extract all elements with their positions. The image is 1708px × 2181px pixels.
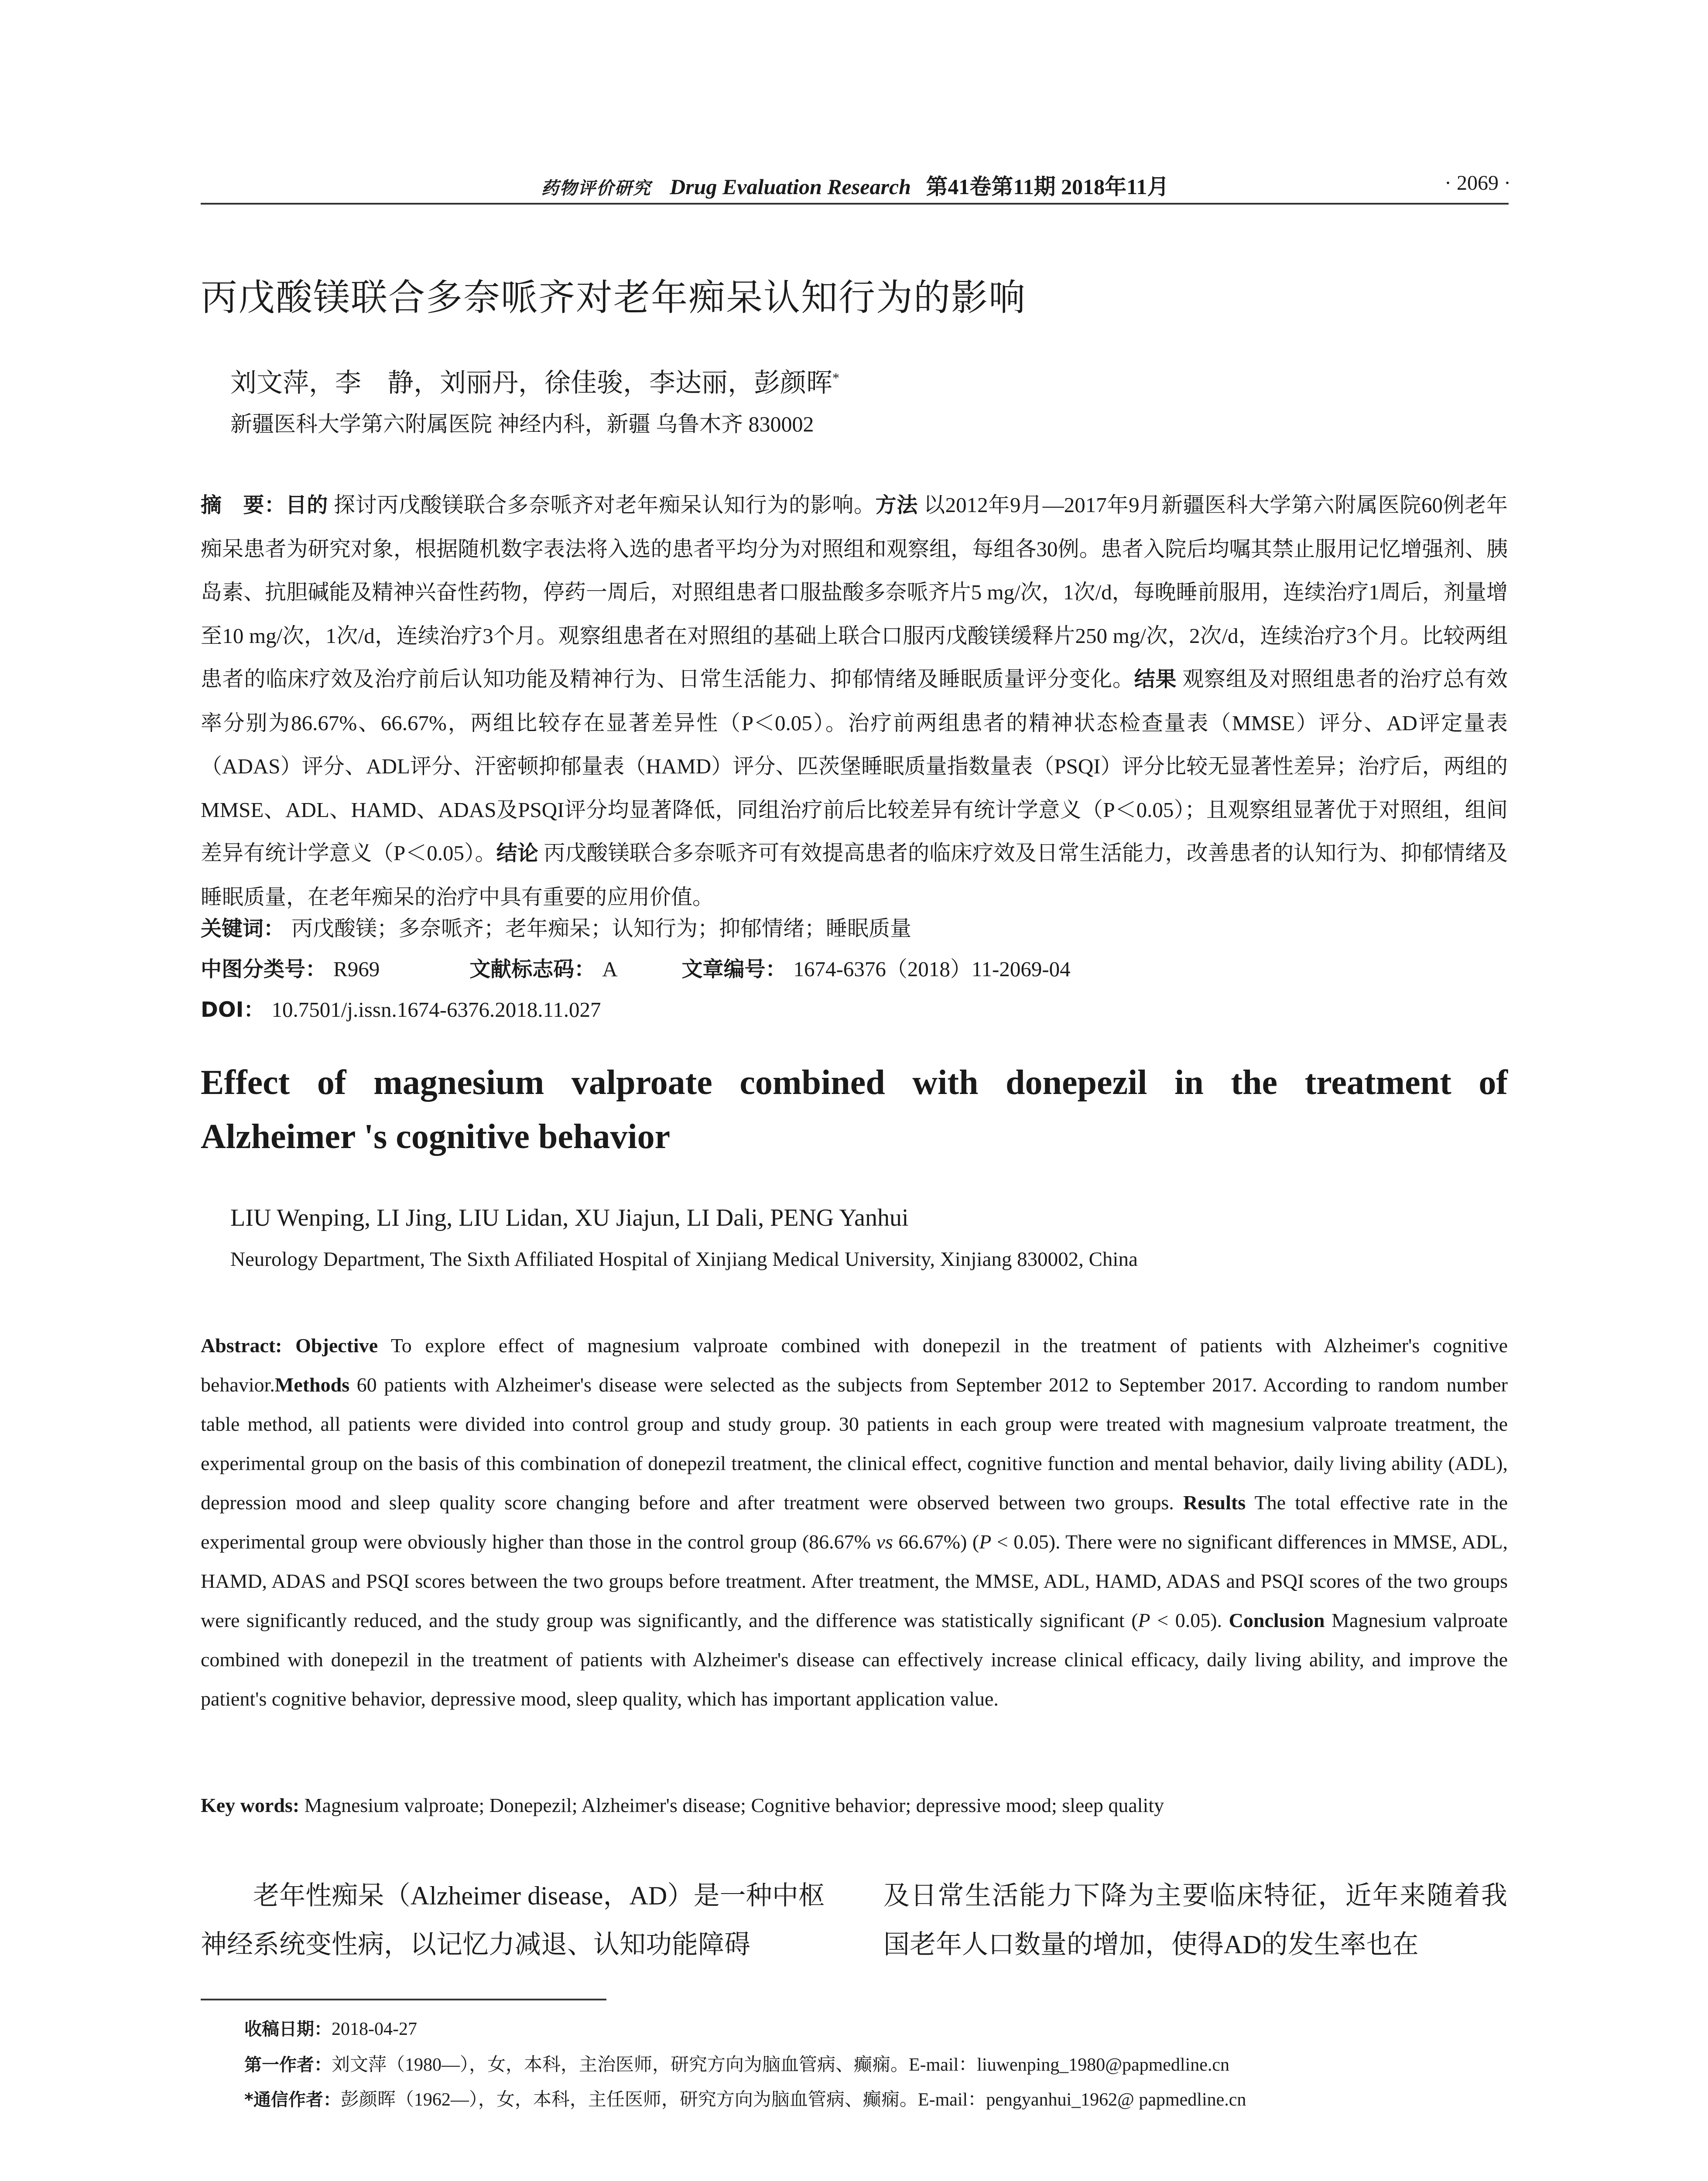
en-title-line2: Alzheimer 's cognitive behavior	[201, 1118, 671, 1156]
en-authors: LIU Wenping, LI Jing, LIU Lidan, XU Jiajun, LI Dali, PENG Yanhui	[230, 1204, 909, 1231]
clc-label: 中图分类号：	[201, 957, 327, 981]
article-no-label: 文章编号：	[681, 957, 787, 981]
en-results-part: 66.67%) (	[893, 1531, 979, 1553]
cn-affiliation: 新疆医科大学第六附属医院 神经内科，新疆 乌鲁木齐 830002	[230, 412, 814, 436]
en-results-part: < 0.05). There were no significant differences in MMSE, ADL, HAMD, ADAS and PSQI scores between the two groups before treatment. After treatment, the MMSE, ADL, HAMD, ADAS and PSQI scores of the two groups were significantly reduced, and the study group was significantly, and the difference was statistically significant (	[201, 1531, 1508, 1631]
cn-author-list: 刘文萍，李 静，刘丽丹，徐佳骏，李达丽，彭颜晖	[230, 369, 832, 397]
doc-code-value: A	[602, 957, 618, 981]
en-keywords	[201, 1794, 1164, 1817]
en-objective: To explore effect of magnesium valproate combined with donepezil in the treatment of patients with Alzheimer's cognitive behavior.	[201, 1334, 1508, 1396]
en-title-line1: Effect of magnesium valproate combined with donepezil in the treatment of	[201, 1063, 1508, 1102]
cn-authors	[230, 362, 839, 400]
en-conclusion-label: Conclusion	[1229, 1609, 1325, 1631]
doi-line	[201, 993, 601, 1023]
journal-issue: 第41卷第11期 2018年11月	[926, 174, 1169, 199]
received-label: 收稿日期：	[244, 2019, 332, 2039]
body-column-right: 及日常生活能力下降为主要临床特征，近年来随着我国老年人口数量的增加，使得AD的发生率也在	[883, 1881, 1507, 1959]
en-abstract	[201, 1326, 1508, 1719]
running-header	[201, 169, 1509, 201]
cn-methods: 以2012年9月—2017年9月新疆医科大学第六附属医院60例老年痴呆患者为研究对象，根据随机数字表法将入选的患者平均分为对照组和观察组，每组各30例。患者入院后均嘱其禁止服用记忆增强剂、胰岛素、抗胆碱能及精神兴奋性药物，停药一周后，对照组患者口服盐酸多奈哌齐片5 mg/次，1次/d，每晚睡前服用，连续治疗1周后，剂量增至10 mg/次，1次/d，连续治疗3个月。观察组患者在对照组的基础上联合口服丙戊酸镁缓释片250 mg/次，2次/d，连续治疗3个月。比较两组患者的临床疗效及治疗前后认知功能及精神行为、日常生活能力、抑郁情绪及睡眠质量评分变化。	[201, 493, 1508, 691]
cn-results-label: 结果	[1134, 667, 1177, 691]
cn-conclusion-label: 结论	[496, 841, 538, 865]
received-date: 2018-04-27	[332, 2019, 417, 2039]
en-results-part: < 0.05).	[1150, 1609, 1229, 1631]
en-results-part: The total effective rate in the experimental group were obviously higher than those in the control group (86.67%	[201, 1491, 1508, 1553]
cn-conclusion: 丙戊酸镁联合多奈哌齐可有效提高患者的临床疗效及日常生活能力，改善患者的认知行为、抑郁情绪及睡眠质量，在老年痴呆的治疗中具有重要的应用价值。	[201, 841, 1508, 909]
en-affiliation: Neurology Department, The Sixth Affiliated Hospital of Xinjiang Medical University, Xinjiang 830002, China	[230, 1248, 1138, 1271]
cn-keywords-label: 关键词：	[201, 916, 285, 941]
first-author-label: 第一作者：	[244, 2055, 332, 2075]
journal-name: Drug Evaluation Research	[670, 174, 911, 199]
footnote-received	[244, 2015, 417, 2040]
cn-abstract	[201, 483, 1508, 919]
cn-keywords-text: 丙戊酸镁；多奈哌齐；老年痴呆；认知行为；抑郁情绪；睡眠质量	[291, 916, 912, 940]
footnote-rule	[201, 1999, 606, 2000]
doi-value: 10.7501/j.issn.1674-6376.2018.11.027	[271, 998, 601, 1022]
classification-line	[201, 952, 1071, 983]
en-keywords-text: Magnesium valproate; Donepezil; Alzheimer's disease; Cognitive behavior; depressive mood; sleep quality	[299, 1794, 1164, 1816]
cn-objective: 探讨丙戊酸镁联合多奈哌齐对老年痴呆认知行为的影响。	[333, 493, 876, 517]
en-methods: 60 patients with Alzheimer's disease were selected as the subjects from September 2012 to September 2017. According to random number table method, all patients were divided into control group and study group. 30 patients in each group were treated with magnesium valproate treatment, the experimental group on the basis of this combination of donepezil treatment, the clinical effect, cognitive function and mental behavior, daily living ability (ADL), depression mood and sleep quality score changing before and after treatment were observed between two groups.	[201, 1374, 1508, 1514]
first-author-info: 刘文萍（1980—），女，本科，主治医师，研究方向为脑血管病、癫痫。E-mail：liuwenping_1980@papmedline.cn	[332, 2055, 1230, 2075]
doc-code-label: 文献标志码：	[469, 957, 596, 981]
footnote-corresponding	[244, 2085, 1246, 2111]
footnote-first-author	[244, 2050, 1229, 2076]
cn-keywords	[201, 912, 911, 942]
en-abstract-label: Abstract:	[201, 1334, 282, 1357]
page-number: · 2069 ·	[1444, 171, 1511, 195]
cn-abstract-label: 摘 要：	[201, 493, 286, 517]
en-title	[201, 1056, 1508, 1164]
en-results-p: P	[1138, 1609, 1150, 1631]
cn-title: 丙戊酸镁联合多奈哌齐对老年痴呆认知行为的影响	[201, 276, 1027, 319]
cn-objective-label: 目的	[285, 493, 329, 517]
doi-label: DOI：	[201, 998, 265, 1022]
en-results-p: P	[979, 1531, 992, 1553]
body-column-left: 老年性痴呆（Alzheimer disease，AD）是一种中枢神经系统变性病，以记忆力减退、认知功能障碍	[201, 1881, 825, 1959]
corresponding-label: *通信作者：	[244, 2090, 341, 2110]
corresponding-mark: *	[832, 370, 839, 386]
en-conclusion: Magnesium valproate combined with donepezil in the treatment of patients with Alzheimer's disease can effectively increase clinical efficacy, daily living ability, and improve the patient's cognitive behavior, depressive mood, sleep quality, which has important application value.	[201, 1609, 1508, 1710]
article-no-value: 1674-6376（2018）11-2069-04	[793, 957, 1071, 981]
cn-results: 观察组及对照组患者的治疗总有效率分别为86.67%、66.67%，两组比较存在显著差异性（P＜0.05）。治疗前两组患者的精神状态检查量表（MMSE）评分、AD评定量表（ADAS）评分、ADL评分、汗密顿抑郁量表（HAMD）评分、匹茨堡睡眠质量指数量表（PSQI）评分比较无显著性差异；治疗后，两组的MMSE、ADL、HAMD、ADAS及PSQI评分均显著降低，同组治疗前后比较差异有统计学意义（P＜0.05）；且观察组显著优于对照组，组间差异有统计学意义（P＜0.05）。	[201, 667, 1508, 865]
en-objective-label: Objective	[295, 1334, 378, 1357]
en-methods-label: Methods	[274, 1374, 350, 1396]
en-keywords-label: Key words:	[201, 1794, 300, 1816]
en-results-label: Results	[1183, 1491, 1246, 1514]
header-rule	[201, 203, 1509, 205]
clc-value: R969	[333, 957, 380, 981]
corresponding-info: 彭颜晖（1962—），女，本科，主任医师，研究方向为脑血管病、癫痫。E-mail：pengyanhui_1962@ papmedline.cn	[340, 2090, 1246, 2110]
en-results-vs: vs	[876, 1531, 893, 1553]
cn-methods-label: 方法	[875, 493, 918, 517]
journal-logo: 药物评价研究	[541, 178, 651, 198]
